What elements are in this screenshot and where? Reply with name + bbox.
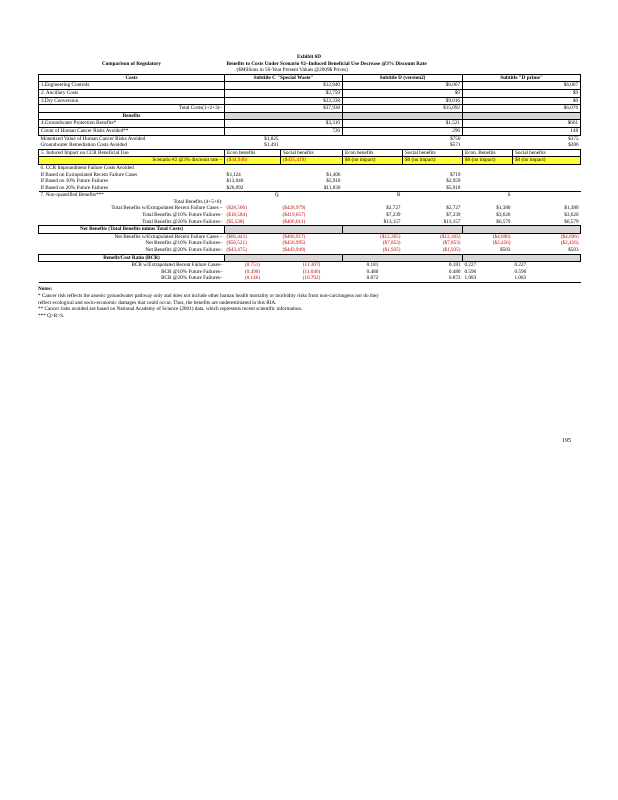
tb-c1: ($5,538) (226, 218, 245, 225)
nonquantified-label: 7. Non-quantified Benefits*** (40, 192, 104, 199)
bcr-dp2: 0.596 (514, 268, 527, 275)
cost-c: $2,759 (225, 89, 343, 97)
impoundment-row (39, 185, 581, 192)
notes-section (38, 286, 580, 320)
tb-c2: ($428,979) (282, 205, 306, 212)
tb-label: Total Benefits w/Extrapolated Recent Failure Cases – (111, 205, 223, 212)
exhibit-table (38, 61, 581, 283)
tb-dp1: $1,380 (496, 205, 511, 212)
nonquantified-dp: S (507, 192, 511, 199)
bcr-row (39, 275, 581, 282)
impoundment-row-label: If Based on 10% Future Failures (40, 178, 109, 185)
cost-dp: $9 (463, 89, 581, 97)
total-benefits-row (39, 212, 581, 219)
impoundment-row (39, 178, 581, 185)
exhibit-document (38, 54, 580, 320)
benefit-c: $1,491 (264, 142, 279, 149)
tb-label: Total Benefits @20% Future Failures– (142, 218, 223, 225)
tb-dp1: $3,620 (496, 212, 511, 219)
total-benefits-row (39, 219, 581, 226)
col-costs: Costs (39, 74, 225, 82)
units-row (39, 67, 581, 74)
benefit-row (39, 135, 581, 142)
bcr-label: BCR @20% Future Failures– (161, 275, 223, 282)
benefits-header: Benefits (39, 112, 225, 120)
tb-d2: $2,727 (446, 205, 461, 212)
ccr-c-econ: ($34,946) (225, 157, 281, 165)
bcr-dp2: 0.227 (514, 262, 527, 269)
bcr-dp1: 0.227 (464, 262, 477, 269)
total-benefits-label: Total Benefits (4+5+6): (173, 198, 223, 205)
bcr-dp1: 1.083 (464, 275, 477, 282)
bcr-header-row (39, 254, 581, 262)
impoundment-d: $1,406 (326, 171, 341, 178)
impoundment-d: $11,836 (323, 184, 341, 191)
net-benefits-header-row (39, 226, 581, 234)
notes-heading: Notes: (38, 286, 53, 292)
benefit-row (39, 142, 581, 149)
page-number: 195 (562, 438, 571, 444)
bcr-d1: 0.480 (366, 268, 379, 275)
cost-row (39, 82, 581, 90)
ccr-dp-social: $0 (no impact) (513, 157, 581, 165)
title-mid: Benefits to Costs Under Scenario #2–Induced Beneficial Use Decrease @3% Discount Rate (226, 60, 427, 67)
bcr-dp1: 0.596 (464, 268, 477, 275)
impoundment-dp: $5,918 (446, 184, 461, 191)
impoundment-c: $3,124 (226, 171, 241, 178)
nb-c1: ($56,521) (226, 240, 247, 247)
bcr-d2: 0.872 (448, 275, 461, 282)
ccr-use-header-row (39, 149, 581, 157)
ccr-scenario-row (39, 157, 581, 165)
bcr-row (39, 262, 581, 269)
impoundment-c: $26,092 (226, 184, 244, 191)
bcr-c2: (10.702) (302, 275, 321, 282)
ccr-h-social-dp: Social benefits (513, 149, 581, 157)
nb-dp1: $503 (500, 247, 511, 254)
impoundment-c: $13,046 (226, 178, 244, 185)
tb-c2: ($406,011) (282, 218, 306, 225)
nb-c1: ($43,475) (226, 247, 247, 254)
tb-dp2: $6,579 (564, 218, 579, 225)
benefit-dp: $661 (463, 120, 581, 128)
cost-label: 1.Engineering Controls (39, 82, 225, 90)
cost-label: 2. Ancillary Costs (39, 89, 225, 97)
benefit-c: 726 (225, 127, 343, 135)
benefit-d: $750 (450, 135, 461, 142)
nb-dp1: ($2,456) (492, 240, 511, 247)
exhibit-label: Exhibit 6D (296, 54, 322, 60)
nb-label: Net Benefits @10% Future Failures– (145, 240, 223, 247)
note-1: * Cancer risk reflects the arsenic groundwater pathway only and does not include other human health mortality or morbidity risks from non-carcinogens nor do they (38, 292, 379, 299)
bcr-d2: 0.181 (448, 262, 461, 269)
nb-c2: ($456,995) (282, 240, 306, 247)
tb-dp1: $6,579 (496, 218, 511, 225)
tb-label: Total Benefits @10% Future Failures– (142, 212, 223, 219)
tb-d2: $7,239 (446, 212, 461, 219)
ccr-c-social: ($435,419) (281, 157, 343, 165)
tb-d2: $13,157 (443, 218, 461, 225)
bcr-header: Benefit/Cost Ratio (BCR) (39, 254, 225, 262)
bcr-c1: (0.490) (244, 268, 261, 275)
benefit-label: Monetized Value of Human Cancer Risks Avoided (40, 135, 146, 142)
cost-dp: $0 (463, 97, 581, 105)
nb-c1: ($66,443) (226, 233, 247, 240)
benefit-label: Count of Human Cancer Risks Avoided** (39, 127, 225, 135)
nb-c2: ($443,949) (282, 247, 306, 254)
ccr-d-social: $0 (no impact) (403, 157, 463, 165)
impoundment-header-row (39, 164, 581, 171)
total-cost-d: $15,092 (343, 105, 463, 113)
nb-dp2: $503 (568, 247, 579, 254)
col-subtitle-dprime: Subtitle "D prime" (463, 74, 581, 82)
nonquantified-c: Q (274, 192, 279, 199)
ccr-h-econ-dp: Econ. Benefits (463, 149, 513, 157)
cost-dp: $6,067 (463, 82, 581, 90)
col-subtitle-c: Subtitle C "Special Waste" (225, 74, 343, 82)
ccr-use-label: 5. Induced Impact on CCR Beneficial Use (39, 149, 225, 157)
benefit-d: $571 (450, 142, 461, 149)
nb-dp2: ($2,456) (560, 240, 579, 247)
net-benefits-header: Net Benefits (Total Benefits minus Total Costs) (39, 226, 225, 234)
tb-c1: ($28,506) (226, 205, 247, 212)
ccr-scenario-label: Scenario #2 @3% discount rate – (39, 157, 225, 165)
nb-d1: ($1,935) (382, 247, 401, 254)
tb-d1: $13,157 (383, 218, 401, 225)
cost-label: 3.Dry Conversion (39, 97, 225, 105)
tb-dp2: $3,620 (564, 212, 579, 219)
benefit-label: 4.Groundwater Protection Benefits* (39, 120, 225, 128)
cost-d: $6,067 (343, 82, 463, 90)
title-left: Comparison of Regulatory (101, 60, 162, 67)
note-1b: reflect ecological and socio-economic damages that could occur. Thus, the benefits are underestimated in this RIA. (38, 299, 277, 306)
nb-d1: ($12,365) (380, 233, 401, 240)
column-header-row (39, 74, 581, 82)
bcr-label: BCR w/Extrapolated Recent Failure Cases– (131, 262, 223, 269)
nb-c2: ($466,917) (282, 233, 306, 240)
nb-label: Net Benefits @20% Future Failures– (145, 247, 223, 254)
total-cost-dp: $6,076 (463, 105, 581, 113)
nb-d1: ($7,853) (382, 240, 401, 247)
benefit-dp: $286 (568, 142, 579, 149)
col-subtitle-d: Subtitle D (version2) (343, 74, 463, 82)
tb-c1: ($18,584) (226, 212, 247, 219)
cost-d: $9 (343, 89, 463, 97)
total-cost-label: Total Costs(1+2+3)– (39, 105, 225, 113)
cost-c: $22,338 (225, 97, 343, 105)
cost-d: $9,016 (343, 97, 463, 105)
title-units: ($Millions in 50-Year Present Values @2009$ Prices) (236, 67, 348, 74)
nonquantified-row (39, 192, 581, 199)
bcr-c2: (11.307) (302, 262, 321, 269)
nb-d2: ($12,365) (440, 233, 461, 240)
nonquantified-d: R (397, 192, 401, 199)
impoundment-dp: $719 (450, 171, 461, 178)
ccr-h-econ: Econ benefits (225, 149, 281, 157)
impoundment-dp: $2,959 (446, 178, 461, 185)
bcr-d1: 0.181 (366, 262, 379, 269)
cost-row (39, 97, 581, 105)
bcr-c2: (11.046) (302, 268, 321, 275)
ccr-h-social-d: Social benefits (403, 149, 463, 157)
benefits-header-row (39, 112, 581, 120)
nb-dp2: ($4,696) (560, 233, 579, 240)
tb-c2: ($419,057) (282, 212, 306, 219)
benefit-c: $1,825 (264, 135, 279, 142)
impoundment-row-label: If Based on 20% Future Failures (40, 184, 109, 191)
bcr-c1: (0.751) (244, 262, 261, 269)
nb-dp1: ($4,696) (492, 233, 511, 240)
benefit-c: $3,316 (225, 120, 343, 128)
nb-label: Net Benefits w/Extrapolated Recent Failure Cases – (114, 233, 223, 240)
bcr-c1: (0.146) (244, 275, 261, 282)
impoundment-row-label: If Based on Extrapolated Recent Failure Cases (40, 171, 138, 178)
note-2: ** Cancer risks avoided are based on National Academy of Science (2001) data, which represents recent scientific information. (38, 306, 303, 313)
bcr-d1: 0.872 (366, 275, 379, 282)
nb-d2: ($1,935) (442, 247, 461, 254)
bcr-d2: 0.480 (448, 268, 461, 275)
total-cost-c: $37,938 (225, 105, 343, 113)
bcr-dp2: 1.083 (514, 275, 527, 282)
tb-dp2: $1,380 (564, 205, 579, 212)
ccr-h-econ-d: Econ benefits (343, 149, 403, 157)
ccr-d-econ: $0 (no impact) (343, 157, 403, 165)
benefit-d: 296 (343, 127, 463, 135)
cost-c: $12,840 (225, 82, 343, 90)
total-cost-row (39, 105, 581, 113)
benefit-row (39, 120, 581, 128)
impoundment-label: 6. CCR Impoundment Failure Costs Avoided (40, 164, 134, 171)
impoundment-d: $5,918 (326, 178, 341, 185)
benefit-dp: $375 (568, 135, 579, 142)
net-benefits-row (39, 247, 581, 254)
tb-d1: $7,239 (386, 212, 401, 219)
ccr-h-social: Social benefits (281, 149, 343, 157)
benefit-d: $1,521 (343, 120, 463, 128)
benefit-row (39, 127, 581, 135)
benefit-label: Groundwater Remediation Costs Avoided (40, 142, 127, 149)
tb-d1: $2,727 (386, 205, 401, 212)
benefit-dp: 148 (463, 127, 581, 135)
nb-d2: ($7,853) (442, 240, 461, 247)
cost-row (39, 89, 581, 97)
bcr-label: BCR @10% Future Failures– (161, 268, 223, 275)
ccr-dp-econ: $0 (no impact) (463, 157, 513, 165)
impoundment-row (39, 172, 581, 179)
note-3: *** Q>R>S. (38, 313, 65, 320)
